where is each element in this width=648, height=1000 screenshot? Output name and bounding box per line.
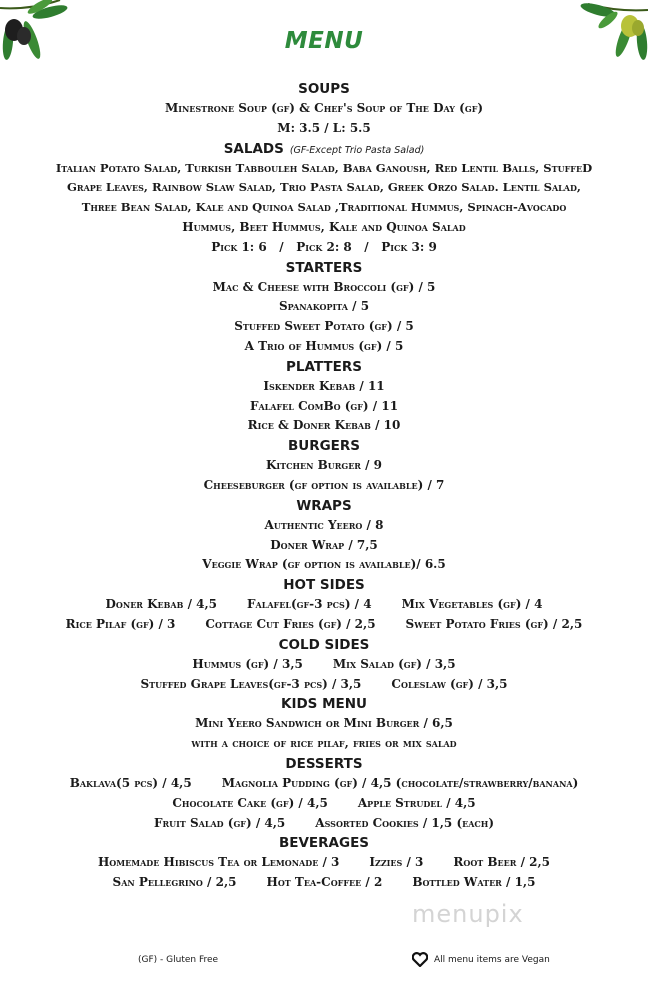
menu-row — [0, 675, 648, 695]
section-heading-burgers: BURGERS — [287, 438, 361, 455]
menu-line: Falafel ComBo (gf) / 11 — [249, 398, 399, 413]
menu-line: with a choice of rice pilaf, fries or mix salad — [191, 736, 457, 751]
menu-item: San Pellegrino / 2,5 — [112, 875, 237, 890]
menu-item: Magnolia Pudding (gf) / 4,5 (chocolate/strawberry/banana) — [221, 775, 579, 790]
section-heading-salads-label: SALADS — [223, 140, 284, 157]
menu-item: Fruit Salad (gf) / 4,5 — [153, 815, 286, 830]
menu-row — [0, 873, 648, 893]
menu-line: Cheeseburger (gf option is available) / 7 — [203, 477, 445, 492]
menu-line: Mini Yeero Sandwich or Mini Burger / 6,5 — [195, 716, 453, 731]
menu-row — [0, 595, 648, 615]
menu-line: Minestrone Soup (gf) & Chef's Soup of The Day (gf) — [164, 101, 484, 115]
section-heading-desserts: DESSERTS — [285, 755, 363, 772]
menu-line: Mac & Cheese with Broccoli (gf) / 5 — [212, 279, 436, 294]
menu-item: Hot Tea-Coffee / 2 — [266, 875, 383, 890]
menu-row — [0, 814, 648, 834]
menu-item: Apple Strudel / 4,5 — [357, 795, 476, 810]
menu-line: Doner Wrap / 7,5 — [270, 537, 378, 552]
section-heading-starters: STARTERS — [285, 259, 363, 276]
menu-body — [0, 79, 648, 893]
menu-item: Izzies / 3 — [369, 855, 424, 870]
menu-item: Hummus (gf) / 3,5 — [192, 656, 303, 671]
gluten-free-note: (GF) - Gluten Free — [138, 955, 219, 965]
heart-icon — [412, 952, 428, 967]
menu-item: Root Beer / 2,5 — [453, 855, 551, 870]
section-heading-platters: PLATTERS — [286, 358, 362, 375]
menu-row — [0, 774, 648, 794]
section-heading-hot-sides: HOT SIDES — [283, 577, 365, 594]
salads-note: (GF-Except Trio Pasta Salad) — [289, 144, 425, 156]
menu-line: Stuffed Sweet Potato (gf) / 5 — [234, 319, 414, 334]
menu-item: Baklava(5 pcs) / 4,5 — [69, 775, 192, 790]
salad-pricing: Pick 1: 6 / Pick 2: 8 / Pick 3: 9 — [211, 239, 437, 254]
menu-line: Iskender Kebab / 11 — [263, 378, 385, 393]
vegan-note — [412, 952, 550, 967]
menu-item: Homemade Hibiscus Tea or Lemonade / 3 — [97, 855, 340, 870]
menu-row — [0, 615, 648, 635]
menu-item: Chocolate Cake (gf) / 4,5 — [172, 795, 328, 810]
section-heading-beverages: BEVERAGES — [278, 835, 370, 852]
menu-line: M: 3.5 / L: 5.5 — [277, 120, 371, 135]
menu-item: Mix Vegetables (gf) / 4 — [401, 597, 543, 612]
menu-line: Veggie Wrap (gf option is available)/ 6.5 — [202, 557, 446, 572]
menu-item: Stuffed Grape Leaves(gf-3 pcs) / 3,5 — [140, 676, 362, 691]
menu-item: Rice Pilaf (gf) / 3 — [65, 616, 176, 631]
section-heading-cold-sides: COLD SIDES — [278, 636, 370, 653]
section-heading-wraps: WRAPS — [296, 497, 352, 514]
menu-line: Authentic Yeero / 8 — [264, 517, 384, 532]
menu-item: Falafel(gf-3 pcs) / 4 — [247, 597, 372, 612]
menu-item: Cottage Cut Fries (gf) / 2,5 — [205, 616, 376, 631]
menu-line: Italian Potato Salad, Turkish Tabbouleh Salad, Baba Ganoush, Red Lentil Balls, StuffeD — [55, 160, 593, 175]
menu-row — [0, 655, 648, 675]
menu-line: Three Bean Salad, Kale and Quinoa Salad ,Traditional Hummus, Spinach-Avocado — [81, 200, 567, 215]
menu-row — [0, 794, 648, 814]
menu-line: Rice & Doner Kebab / 10 — [247, 418, 401, 433]
menu-line: Spanakopita / 5 — [278, 299, 370, 314]
menu-item: Coleslaw (gf) / 3,5 — [391, 676, 508, 691]
vegan-note-text: All menu items are Vegan — [434, 954, 550, 965]
section-heading-salads — [0, 139, 648, 159]
menu-line: Kitchen Burger / 9 — [265, 458, 383, 473]
menu-line: Grape Leaves, Rainbow Slaw Salad, Trio Pasta Salad, Greek Orzo Salad. Lentil Salad, — [67, 180, 581, 195]
menu-item: Mix Salad (gf) / 3,5 — [332, 656, 456, 671]
menu-item: Sweet Potato Fries (gf) / 2,5 — [405, 616, 583, 631]
section-heading-soups: SOUPS — [298, 81, 350, 97]
section-heading-kids-menu: KIDS MENU — [280, 696, 368, 713]
menu-line: A Trio of Hummus (gf) / 5 — [244, 338, 404, 353]
menu-row — [0, 853, 648, 873]
menu-line: Hummus, Beet Hummus, Kale and Quinoa Salad — [182, 219, 466, 234]
menu-item: Bottled Water / 1,5 — [412, 875, 536, 890]
menu-item: Doner Kebab / 4,5 — [105, 597, 217, 612]
page-title: MENU — [284, 28, 364, 54]
menupix-watermark: menupix — [412, 900, 524, 928]
menu-item: Assorted Cookies / 1,5 (each) — [315, 815, 495, 830]
